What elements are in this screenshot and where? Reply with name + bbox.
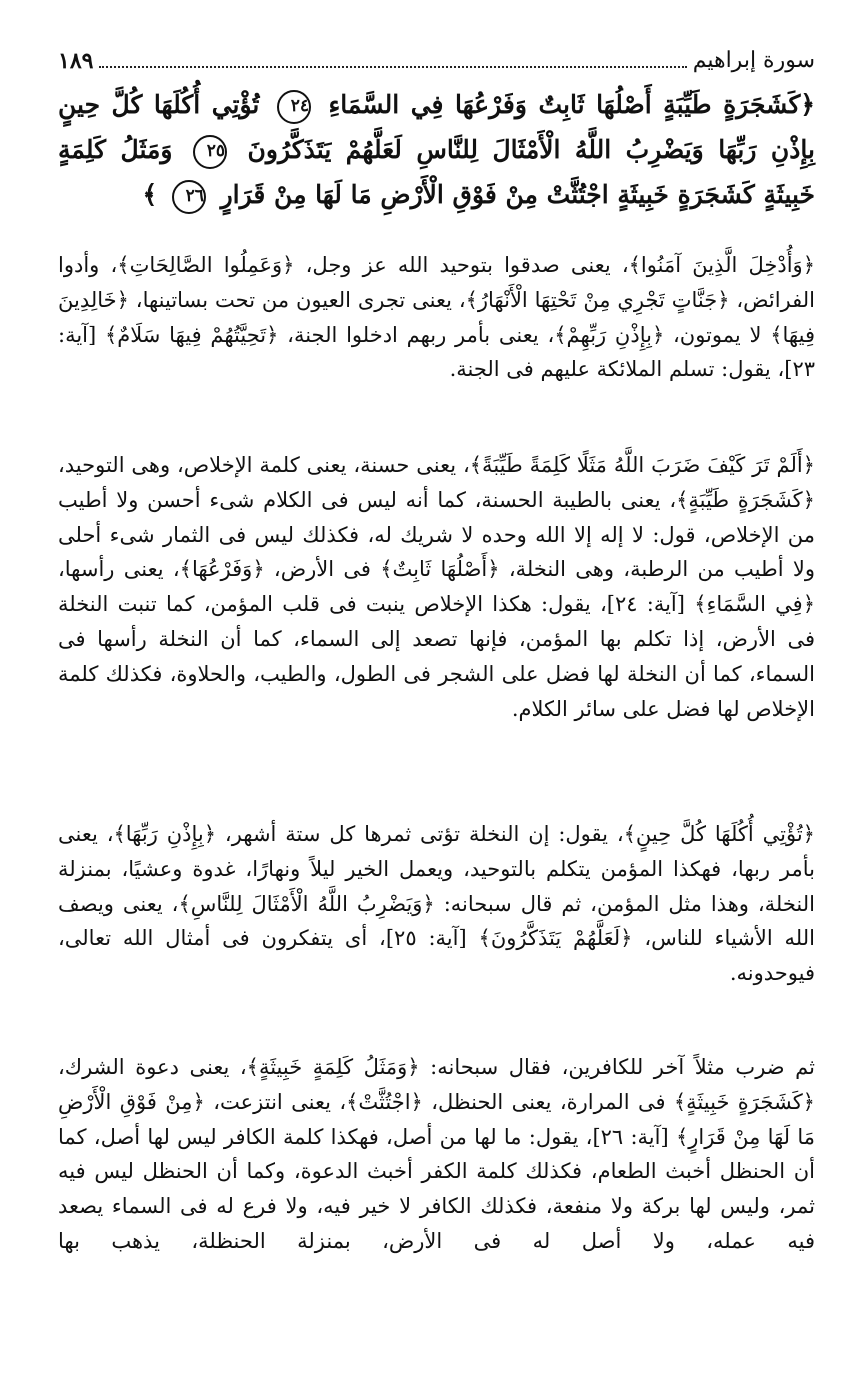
verse-text: تُؤْتِي أُكُلَهَا كُلَّ حِينٍ بِإِذْنِ رَبِّهَا وَيَضْرِبُ اللَّهُ الْأَمْثَالَ لِلنَّاسِ لَعَلَّهُمْ يَتَذَكَّرُونَ bbox=[58, 90, 815, 164]
commentary-paragraph: ﴿أَلَمْ تَرَ كَيْفَ ضَرَبَ اللَّهُ مَثَلًا كَلِمَةً طَيِّبَةً﴾، يعنى حسنة، يعنى كلمة الإخلاص، وهى التوحيد، ﴿كَشَجَرَةٍ طَيِّبَةٍ﴾، يعنى بالطيبة الحسنة، كما أنه ليس فى الكلام شىء أحسن ولا أطيب من الإخلاص، قول: لا إله إلا الله وحده لا شريك له، فكذلك ليس فى الثمار شىء أحلى ولا أطيب من الرطبة، وهى النخلة، ﴿أَصْلُهَا ثَابِتٌ﴾ فى الأرض، ﴿وَفَرْعُهَا﴾، يعنى رأسها، ﴿فِي السَّمَاءِ﴾ [آية: ٢٤]، يقول: هكذا الإخلاص ينبت فى قلب المؤمن، كما تنبت النخلة فى الأرض، إذا تكلم بها المؤمن، فإنها تصعد إلى السماء، كما أن النخلة رأسها فى السماء، كما أن النخلة لها فضل على الشجر فى الطول، والطيب، والحلاوة، فكذلك كلمة الإخلاص لها فضل على سائر الكلام. bbox=[58, 453, 815, 721]
verse-number-marker: ٢٥ bbox=[193, 135, 227, 169]
verse-text: وَمَثَلُ كَلِمَةٍ خَبِيثَةٍ كَشَجَرَةٍ خَبِيثَةٍ اجْتُثَّتْ مِنْ فَوْقِ الْأَرْضِ مَا لَهَا مِنْ قَرَارٍ bbox=[58, 135, 815, 209]
surah-title: سورة إبراهيم bbox=[692, 48, 815, 73]
verse-text: ﴿كَشَجَرَةٍ طَيِّبَةٍ أَصْلُهَا ثَابِتٌ وَفَرْعُهَا فِي السَّمَاءِ bbox=[328, 90, 815, 119]
verse-number-marker: ٢٦ bbox=[172, 180, 206, 214]
commentary-paragraph: ثم ضرب مثلاً آخر للكافرين، فقال سبحانه: ﴿وَمَثَلُ كَلِمَةٍ خَبِيثَةٍ﴾، يعنى دعوة الشرك، ﴿كَشَجَرَةٍ خَبِيثَةٍ﴾ فى المرارة، يعنى الحنظل، ﴿اجْتُثَّتْ﴾، يعنى انتزعت، ﴿مِنْ فَوْقِ الْأَرْضِ مَا لَهَا مِنْ قَرَارٍ﴾ [آية: ٢٦]، يقول: ما لها من أصل، فهكذا كلمة الكافر ليس لها أصل، كما أن الحنظل أخبث الطعام، فكذلك كلمة الكفر أخبث الدعوة، وكما أن الحنظل ليس فيه ثمر، وليس لها بركة ولا منفعة، فكذلك الكافر لا خير فيه، ولا فرع له فى السماء يصعد فيه عمله، ولا أصل له فى الأرض، بمنزلة الحنظلة، يذهب بها bbox=[58, 1055, 815, 1253]
verse-number-marker: ٢٤ bbox=[277, 90, 311, 124]
commentary-paragraph: ﴿وَأُدْخِلَ الَّذِينَ آمَنُوا﴾، يعنى صدقوا بتوحيد الله عز وجل، ﴿وَعَمِلُوا الصَّالِحَاتِ﴾، وأدوا الفرائض، ﴿جَنَّاتٍ تَجْرِي مِنْ تَحْتِهَا الْأَنْهَارُ﴾، يعنى تجرى العيون من تحت بساتينها، ﴿خَالِدِينَ فِيهَا﴾ لا يموتون، ﴿بِإِذْنِ رَبِّهِمْ﴾، يعنى بأمر ربهم ادخلوا الجنة، ﴿تَحِيَّتُهُمْ فِيهَا سَلَامٌ﴾ [آية: ٢٣]، يقول: تسلم الملائكة عليهم فى الجنة. bbox=[58, 253, 815, 382]
running-header bbox=[58, 42, 815, 76]
verse-close-bracket: ﴾ bbox=[142, 180, 158, 209]
header-dot-leader bbox=[99, 66, 686, 68]
commentary-paragraph: ﴿تُؤْتِي أُكُلَهَا كُلَّ حِينٍ﴾، يقول: إن النخلة تؤتى ثمرها كل ستة أشهر، ﴿بِإِذْنِ رَبِّهَا﴾، يعنى بأمر ربها، فهكذا المؤمن يتكلم بالتوحيد، ويعمل الخير ليلاً ونهارًا، غدوة وعشيًا، بمنزلة النخلة، وهذا مثل المؤمن، ثم قال سبحانه: ﴿وَيَضْرِبُ اللَّهُ الْأَمْثَالَ لِلنَّاسِ﴾، يعنى ويصف الله الأشياء للناس، ﴿لَعَلَّهُمْ يَتَذَكَّرُونَ﴾ [آية: ٢٥]، أى يتفكرون فى أمثال الله تعالى، فيوحدونه. bbox=[58, 822, 815, 986]
page-number: ١٨٩ bbox=[58, 48, 94, 74]
quran-verses bbox=[58, 82, 815, 217]
